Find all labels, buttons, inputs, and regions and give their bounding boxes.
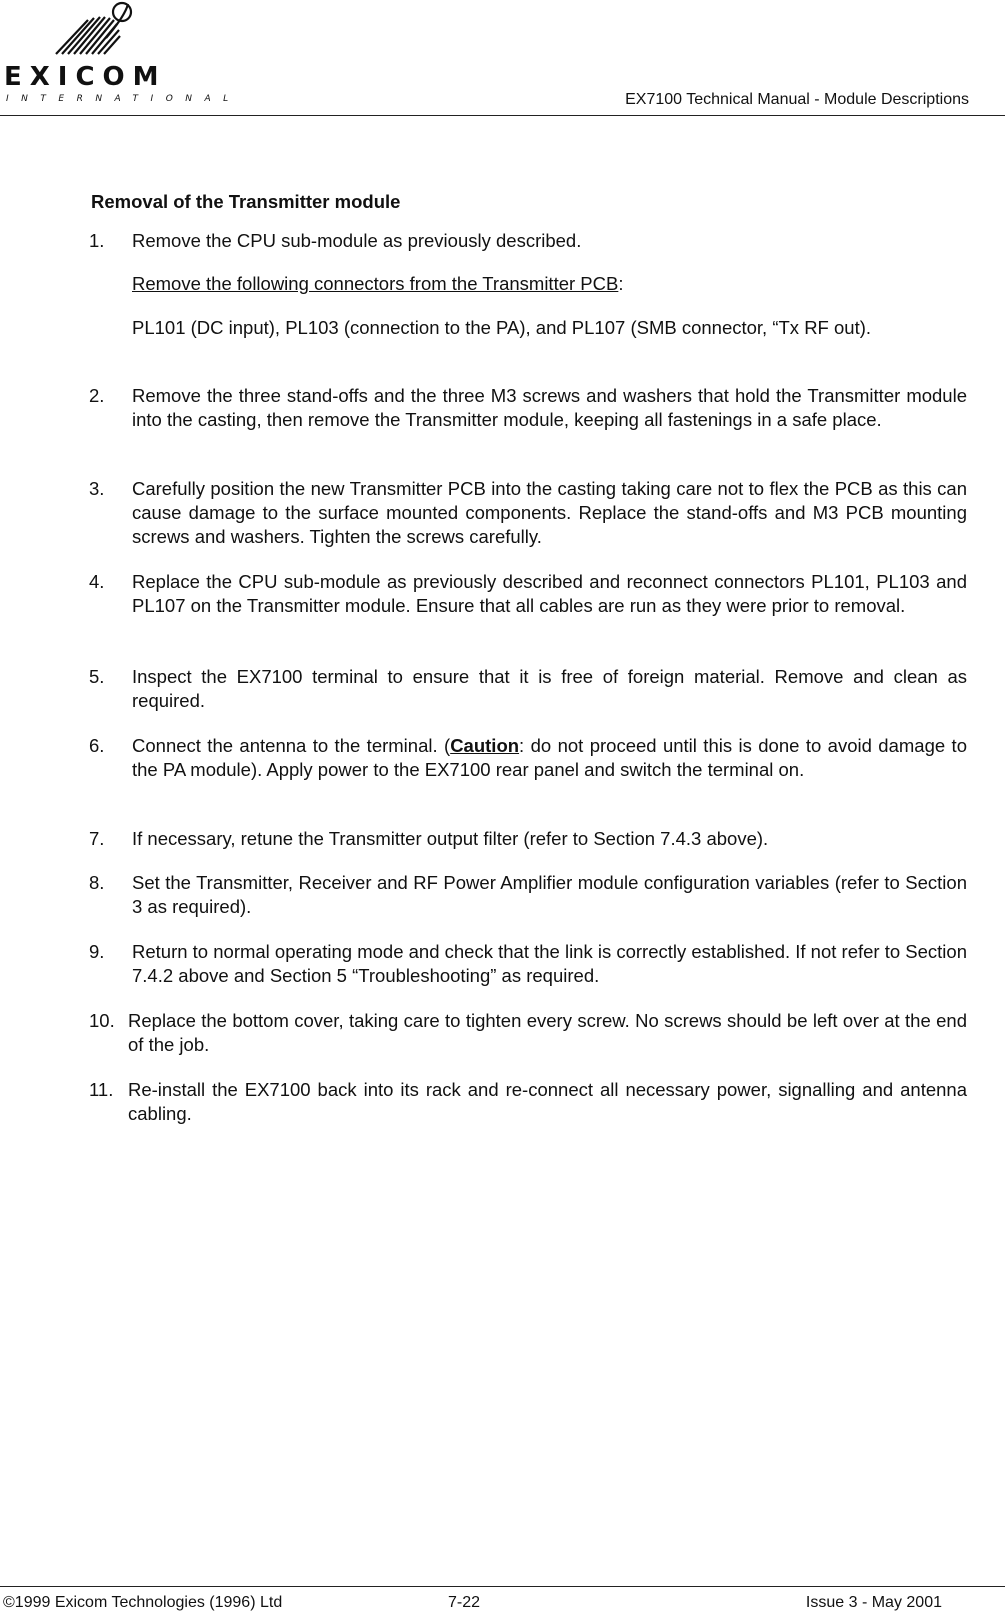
exicom-logo [2, 0, 241, 110]
footer-page-number: 7-22 [448, 1594, 481, 1611]
list-number: 6. [89, 735, 105, 756]
list-text: Set the Transmitter, Receiver and RF Power Amplifier module configuration variables (refer to Section 3 as required). [132, 872, 967, 917]
list-text: If necessary, retune the Transmitter output filter (refer to Section 7.4.3 above). [132, 828, 769, 849]
list-text: Replace the CPU sub-module as previously described and reconnect connectors PL101, PL103 and PL107 on the Transmitter module. Ensure that all cables are run as they were prior to removal. [132, 571, 967, 616]
list-number: 11. [89, 1079, 114, 1100]
list-number: 9. [89, 941, 105, 962]
list-text: Remove the CPU sub-module as previously described. [132, 230, 582, 251]
list-text: Inspect the EX7100 terminal to ensure that it is free of foreign material. Remove and clean as required. [132, 666, 967, 711]
satellite-icon [2, 0, 172, 70]
footer-copyright: ©1999 Exicom Technologies (1996) Ltd [3, 1594, 283, 1611]
list-number: 5. [89, 666, 105, 687]
list-number: 4. [89, 571, 105, 592]
list-text: Replace the bottom cover, taking care to tighten every screw. No screws should be left over at the end of the job. [128, 1010, 967, 1055]
list-text [132, 734, 967, 782]
connectors-instruction [132, 272, 967, 296]
list-number: 3. [89, 478, 105, 499]
caution-lead-text: Connect the antenna to the terminal. ( [132, 735, 451, 756]
logo-wordmark: EXICOM [4, 62, 167, 92]
list-text: Return to normal operating mode and check that the link is correctly established. If not refer to Section 7.4.2 above and Section 5 “Troubleshooting” as required. [132, 941, 967, 986]
list-number: 10. [89, 1010, 115, 1031]
caution-body-text: : do not proceed until this is done to avoid damage to the PA module). Apply power to the EX7100 rear panel and switch the terminal on. [132, 735, 967, 780]
list-text: Remove the three stand-offs and the three M3 screws and washers that hold the Transmitter module into the casting, then remove the Transmitter module, keeping all fastenings in a safe place. [132, 385, 967, 430]
header-title: EX7100 Technical Manual - Module Descriptions [625, 91, 969, 108]
connectors-instruction-text: Remove the following connectors from the Transmitter PCB [132, 273, 619, 294]
logo-subtitle: INTERNATIONAL [6, 94, 241, 104]
header-divider [0, 115, 1005, 116]
list-number: 1. [89, 230, 105, 251]
connectors-list: PL101 (DC input), PL103 (connection to the PA), and PL107 (SMB connector, “Tx RF out). [132, 317, 872, 338]
caution-label: Caution [450, 735, 520, 756]
list-number: 8. [89, 872, 105, 893]
footer-issue: Issue 3 - May 2001 [805, 1594, 942, 1611]
list-number: 2. [89, 385, 105, 406]
list-text: Re-install the EX7100 back into its rack and re-connect all necessary power, signalling and antenna cabling. [128, 1079, 967, 1124]
footer-divider [0, 1586, 1005, 1587]
list-text: Carefully position the new Transmitter PCB into the casting taking care not to flex the PCB as this can cause damage to the surface mounted components. Replace the stand-offs and M3 PCB mounting screws and washers. Tighten the screws carefully. [132, 478, 967, 547]
list-number: 7. [89, 828, 105, 849]
connectors-instruction-colon: : [618, 273, 624, 294]
section-heading: Removal of the Transmitter module [91, 191, 401, 212]
